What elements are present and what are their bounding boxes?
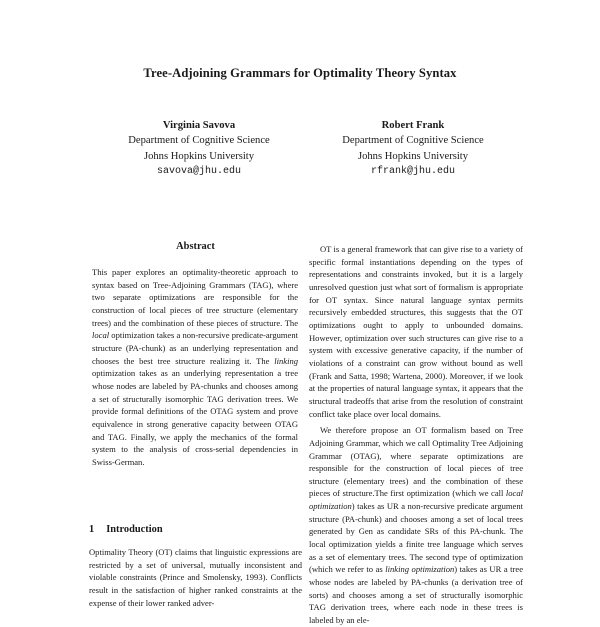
abstract-heading: Abstract <box>176 241 215 252</box>
author-department: Department of Cognitive Science <box>128 135 270 147</box>
author-block-savova <box>84 118 314 180</box>
author-email: rfrank@jhu.edu <box>370 166 455 178</box>
linking-optimization-term: linking optimization <box>385 564 455 575</box>
introduction-body <box>89 546 302 609</box>
abstract-paragraph: This paper explores an optimality-theoretic approach to syntax based on Tree-Adjoining Grammars (TAG), where two separate optimizations are responsible for the construction of local pieces of tree structure (elementary trees) and the combination of these pieces of structure. The local optimization takes a non-recursive predicate-argument structure (PA-chunk) as an underlying representation and chooses the best tree structure realizing it. The linking optimization takes as an underlying representation a tree whose nodes are labeled by PA-chunks and chooses among a set of structurally isomorphic TAG derivation trees. We provide formal definitions of the OTAG system and prove equivalence in strong generative capacity between OTAG and TAG. Finally, we apply the mechanics of the formal system to the analysis of cross-serial dependencies in Swiss-German. <box>92 267 298 467</box>
linking-term: linking <box>274 355 298 366</box>
right-paragraph-1: OT is a general framework that can give rise to a variety of specific formal instantiations depending on the types of representations and constraints invoked, but it is a largely unresolved question just what sort of formalism is appropriate for OT syntax. Since natural language syntax permits recursively embedded structures, this suggests that the OT optimizations ought to apply to unbounded domains. However, optimization over such structures can give rise to a system with excessive generative capacity, if the number of violations of a constraint can grow without bound as well (Frank and Satta, 1998; Wartena, 2000). Moreover, if we look at the properties of natural language syntax, it appears that the structural tradeoffs that arise from the resolution of constraint conflict take place over local domains. <box>309 244 523 419</box>
section-heading-introduction <box>89 524 163 535</box>
right-column-body <box>309 243 523 627</box>
right-paragraph-2: We therefore propose an OT formalism based on Tree Adjoining Grammar, which we call Optimality Tree Adjoining Grammar (OTAG), where separate optimizations are responsible for the construction of local pieces of tree structure (elementary trees) and the combination of these pieces of structure.The first optimization (which we call local optimization) takes as UR a non-recursive predicate argument structure (PA-chunk) and chooses among a set of local trees generated by Gen as candidate SRs of this PA-chunk. The local optimization yields a finite tree language which serves as a set of elementary trees. The second type of optimization (which we refer to as linking optimization) takes as UR a tree whose nodes are labeled by PA-chunks (a derivation tree of sorts) and chooses among a set of structurally isomorphic TAG derivation trees, where each node in these trees is labeled by an ele- <box>309 425 523 626</box>
local-optimization-term: local optimization <box>309 488 523 512</box>
section-title: Introduction <box>106 524 163 535</box>
author-department: Department of Cognitive Science <box>342 135 484 147</box>
author-name: Robert Frank <box>381 120 445 131</box>
paper-title: Tree-Adjoining Grammars for Optimality Theory Syntax <box>143 66 457 80</box>
author-institution: Johns Hopkins University <box>143 150 255 162</box>
intro-paragraph: Optimality Theory (OT) claims that linguistic expressions are restricted by a set of universal, mutually inconsistent and violable constraints (Prince and Smolensky, 1993). Conflicts result in the satisfaction of higher ranked constraints at the expense of their lower ranked adver- <box>89 547 302 608</box>
section-number: 1 <box>89 524 95 535</box>
author-email: savova@jhu.edu <box>156 166 241 178</box>
abstract-body <box>92 266 298 469</box>
local-term: local <box>92 330 110 341</box>
author-name: Virginia Savova <box>162 120 236 131</box>
author-institution: Johns Hopkins University <box>357 150 469 162</box>
author-block-frank <box>298 118 528 180</box>
